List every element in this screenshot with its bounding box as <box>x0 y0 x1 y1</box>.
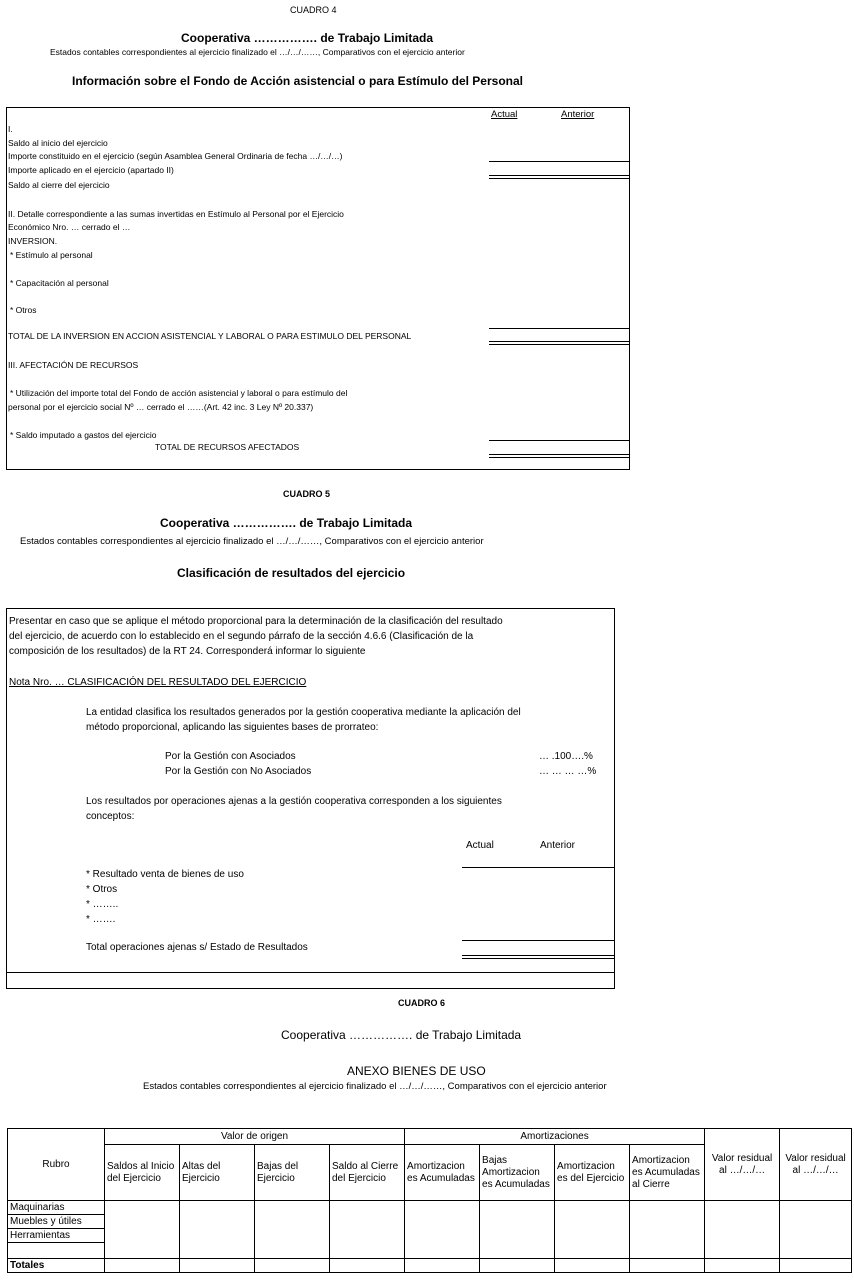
rule <box>489 344 629 345</box>
cuadro4-coop-title: Cooperativa ……………. de Trabajo Limitada <box>181 31 434 45</box>
rule <box>489 328 629 329</box>
otros-label: * Otros <box>10 305 37 315</box>
gestion-no-asociados-value: … … … …% <box>539 766 597 777</box>
item-resultado-venta: * Resultado venta de bienes de uso <box>86 869 244 880</box>
cuadro5-coop-title: Cooperativa ……………. de Trabajo Limitada <box>160 516 413 530</box>
rule <box>462 867 614 868</box>
detalle-line2: Económico Nro. … cerrado el … <box>8 222 131 232</box>
row-muebles-utiles: Muebles y útiles <box>8 1215 105 1229</box>
row-maquinarias: Maquinarias <box>8 1201 105 1215</box>
cuadro5-label: CUADRO 5 <box>283 489 331 499</box>
saldo-inicio-label: Saldo al inicio del ejercicio <box>8 138 108 148</box>
afectacion-label: III. AFECTACIÓN DE RECURSOS <box>8 360 139 370</box>
importe-aplicado-label: Importe aplicado en el ejercicio (apartado II) <box>8 165 174 175</box>
anexo-bienes-de-uso-table <box>7 1128 852 1273</box>
rule <box>489 341 629 342</box>
detalle-line1: II. Detalle correspondiente a las sumas invertidas en Estímulo al Personal por el Ejercicio <box>8 209 344 219</box>
header-amortizaciones: Amortizaciones <box>405 1129 705 1145</box>
saldo-imputado-label: * Saldo imputado a gastos del ejercicio <box>10 430 157 440</box>
total-recursos-label: TOTAL DE RECURSOS AFECTADOS <box>155 442 300 452</box>
header-amort-cierre: Amortizacion es Acumuladas al Cierre <box>630 1145 705 1201</box>
intro-line1: Presentar en caso que se aplique el método proporcional para la determinación de la clasificación del resultado <box>9 616 503 627</box>
header-valor-residual-1: Valor residual al …/…/… <box>705 1129 780 1201</box>
header-rubro: Rubro <box>8 1129 105 1201</box>
capacitacion-label: * Capacitación al personal <box>10 278 109 288</box>
header-saldo-cierre: Saldo al Cierre del Ejercicio <box>330 1145 405 1201</box>
total-ajenas-label: Total operaciones ajenas s/ Estado de Resultados <box>86 942 308 953</box>
rule <box>6 972 615 973</box>
header-amort-acumuladas: Amortizacion es Acumuladas <box>405 1145 480 1201</box>
rule <box>489 457 629 458</box>
header-bajas: Bajas del Ejercicio <box>255 1145 330 1201</box>
cuadro5-col-actual: Actual <box>466 840 494 851</box>
estimulo-label: * Estímulo al personal <box>10 250 93 260</box>
cuadro4-col-anterior: Anterior <box>561 109 595 120</box>
cuadro5-col-anterior: Anterior <box>540 840 576 851</box>
item-blank-1: * …….. <box>86 899 119 910</box>
rule <box>489 178 629 179</box>
rule <box>489 454 629 455</box>
cuadro6-label: CUADRO 6 <box>398 998 446 1008</box>
total-inversion-label: TOTAL DE LA INVERSION EN ACCION ASISTENCIAL Y LABORAL O PARA ESTIMULO DEL PERSONAL <box>8 331 412 341</box>
rule <box>462 955 614 956</box>
ajenos-line1: Los resultados por operaciones ajenas a la gestión cooperativa corresponden a los siguientes <box>86 796 502 807</box>
header-amort-ejercicio: Amortizacion es del Ejercicio <box>555 1145 630 1201</box>
gestion-asociados-label: Por la Gestión con Asociados <box>165 751 296 762</box>
entidad-line1: La entidad clasifica los resultados generados por la gestión cooperativa mediante la aplicación del <box>86 707 521 718</box>
saldo-cierre-label: Saldo al cierre del ejercicio <box>8 180 110 190</box>
rule <box>462 940 614 941</box>
rule <box>489 175 629 176</box>
utilizacion-line2: personal por el ejercicio social Nº … cerrado el ……(Art. 42 inc. 3 Ley Nº 20.337) <box>8 402 314 412</box>
rule <box>489 161 629 162</box>
header-saldos-inicio: Saldos al Inicio del Ejercicio <box>105 1145 180 1201</box>
rule <box>462 958 614 959</box>
gestion-asociados-value: … .100….% <box>539 751 593 762</box>
cuadro4-label: CUADRO 4 <box>290 5 337 15</box>
cuadro6-coop-title: Cooperativa ……………. de Trabajo Limitada <box>281 1028 522 1042</box>
nota-heading: Nota Nro. … CLASIFICACIÓN DEL RESULTADO DEL EJERCICIO <box>9 677 307 688</box>
rule <box>489 440 629 441</box>
cuadro4-heading: Información sobre el Fondo de Acción asistencial o para Estímulo del Personal <box>72 74 523 88</box>
entidad-line2: método proporcional, aplicando las siguientes bases de prorrateo: <box>86 722 379 733</box>
header-valor-residual-2: Valor residual al …/…/… <box>780 1129 852 1201</box>
header-altas: Altas del Ejercicio <box>180 1145 255 1201</box>
ajenos-line2: conceptos: <box>86 811 135 822</box>
intro-line2: del ejercicio, de acuerdo con lo establecido en el segundo párrafo de la sección 4.6.6 (Clasificación de la <box>9 631 474 642</box>
cuadro4-section-i: I. <box>8 124 13 134</box>
cuadro6-subtitle: Estados contables correspondientes al ejercicio finalizado el …/…/……, Comparativos con el ejercicio anterior <box>143 1081 607 1092</box>
gestion-no-asociados-label: Por la Gestión con No Asociados <box>165 766 312 777</box>
cuadro5-subtitle: Estados contables correspondientes al ejercicio finalizado el …/…/……, Comparativos con el ejercicio anterior <box>20 536 484 547</box>
row-herramientas: Herramientas <box>8 1229 105 1243</box>
cuadro6-heading: ANEXO BIENES DE USO <box>347 1064 486 1078</box>
inversion-label: INVERSION. <box>8 236 58 246</box>
cuadro5-heading: Clasificación de resultados del ejercicio <box>177 566 406 580</box>
item-otros: * Otros <box>86 884 118 895</box>
cuadro4-col-actual: Actual <box>491 109 518 120</box>
intro-line3: composición de los resultados) de la RT 24. Corresponderá informar lo siguiente <box>9 646 366 657</box>
cuadro4-subtitle: Estados contables correspondientes al ejercicio finalizado el …/…/……, Comparativos con el ejercicio anterior <box>50 47 465 57</box>
header-valor-origen: Valor de origen <box>105 1129 405 1145</box>
header-bajas-amort: Bajas Amortizacion es Acumuladas <box>480 1145 555 1201</box>
row-totales: Totales <box>8 1259 105 1273</box>
utilizacion-line1: * Utilización del importe total del Fondo de acción asistencial y laboral o para estímulo del <box>10 388 348 398</box>
importe-constituido-label: Importe constituido en el ejercicio (según Asamblea General Ordinaria de fecha …/…/…) <box>8 151 343 161</box>
item-blank-2: * ……. <box>86 914 116 925</box>
